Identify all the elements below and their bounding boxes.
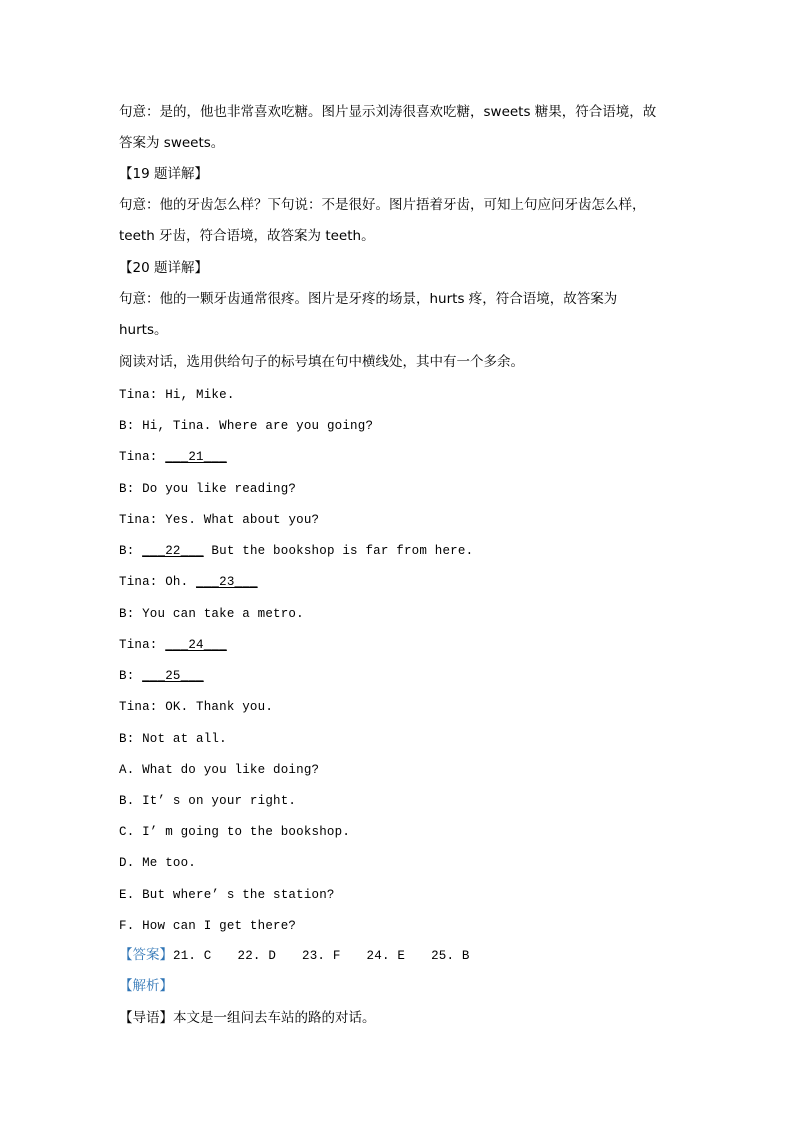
speaker: Tina: (119, 638, 166, 652)
speaker: Tina: (119, 700, 166, 714)
speaker: B: (119, 482, 143, 496)
utterance: OK. Thank you. (165, 700, 274, 714)
blank-22: ___22___ (142, 544, 204, 558)
option-b: B. It’ s on your right. (119, 794, 297, 808)
answer-item: 23. F (302, 949, 341, 963)
answer-item: 25. B (431, 949, 470, 963)
utterance: But the bookshop is far from here. (203, 544, 474, 558)
dialogue-line (119, 480, 296, 498)
intro-line (119, 1009, 376, 1027)
explanation-18-line-1: 句意：是的，他也非常喜欢吃糖。图片显示刘涛很喜欢吃糖，sweets 糖果，符合语境，故 (119, 104, 657, 120)
option-f: F. How can I get there? (119, 919, 297, 933)
utterance: Do you like reading? (142, 482, 297, 496)
answer-item: 22. D (237, 949, 277, 963)
option-d: D. Me too. (119, 856, 197, 870)
detail-20-heading: 【20 题详解】 (119, 260, 208, 276)
speaker: B: (119, 544, 143, 558)
dialogue-line (119, 417, 373, 435)
dialogue-line (119, 730, 227, 748)
blank-25: ___25___ (142, 669, 204, 683)
blank-24: ___24___ (165, 638, 227, 652)
utterance: Yes. What about you? (165, 513, 320, 527)
dialogue-line (119, 448, 227, 466)
answer-item: 24. E (366, 949, 406, 963)
speaker: Tina: (119, 513, 166, 527)
speaker: B: (119, 732, 143, 746)
dialogue-line (119, 605, 304, 623)
analysis-label: 【解析】 (119, 978, 173, 994)
dialogue-line (119, 573, 258, 591)
detail-19-heading: 【19 题详解】 (119, 166, 208, 182)
speaker: Tina: (119, 450, 166, 464)
speaker: Tina: (119, 575, 166, 589)
dialogue-line (119, 542, 473, 560)
explanation-18-line-2: 答案为 sweets。 (119, 135, 225, 151)
utterance: Hi, Tina. Where are you going? (142, 419, 374, 433)
answer-item: 21. C (173, 949, 212, 963)
dialogue-line (119, 511, 319, 529)
dialogue-instruction: 阅读对话，选用供给句子的标号填在句中横线处，其中有一个多余。 (119, 354, 524, 370)
utterance: Oh. (165, 575, 197, 589)
detail-20-line-1: 句意：他的一颗牙齿通常很疼。图片是牙疼的场景，hurts 疼，符合语境，故答案为 (119, 291, 618, 307)
utterance: Hi, Mike. (165, 388, 235, 402)
dialogue-line (119, 698, 273, 716)
speaker: B: (119, 669, 143, 683)
option-c: C. I’ m going to the bookshop. (119, 825, 351, 839)
utterance: Not at all. (142, 732, 227, 746)
detail-19-line-2: teeth 牙齿，符合语境，故答案为 teeth。 (119, 228, 375, 244)
answer-line (119, 946, 470, 965)
detail-20-line-2: hurts。 (119, 322, 168, 338)
option-a: A. What do you like doing? (119, 763, 320, 777)
dialogue-line (119, 636, 227, 654)
blank-23: ___23___ (196, 575, 258, 589)
dialogue-line (119, 386, 235, 404)
intro-label: 【导语】 (119, 1010, 173, 1026)
blank-21: ___21___ (165, 450, 227, 464)
intro-text: 本文是一组问去车站的路的对话。 (173, 1010, 376, 1026)
speaker: B: (119, 607, 143, 621)
speaker: B: (119, 419, 143, 433)
detail-19-line-1: 句意：他的牙齿怎么样？下句说：不是很好。图片捂着牙齿，可知上句应问牙齿怎么样， (119, 197, 646, 213)
speaker: Tina: (119, 388, 166, 402)
option-e: E. But where’ s the station? (119, 888, 335, 902)
answer-label: 【答案】 (119, 947, 173, 963)
utterance: You can take a metro. (142, 607, 304, 621)
dialogue-line (119, 667, 204, 685)
